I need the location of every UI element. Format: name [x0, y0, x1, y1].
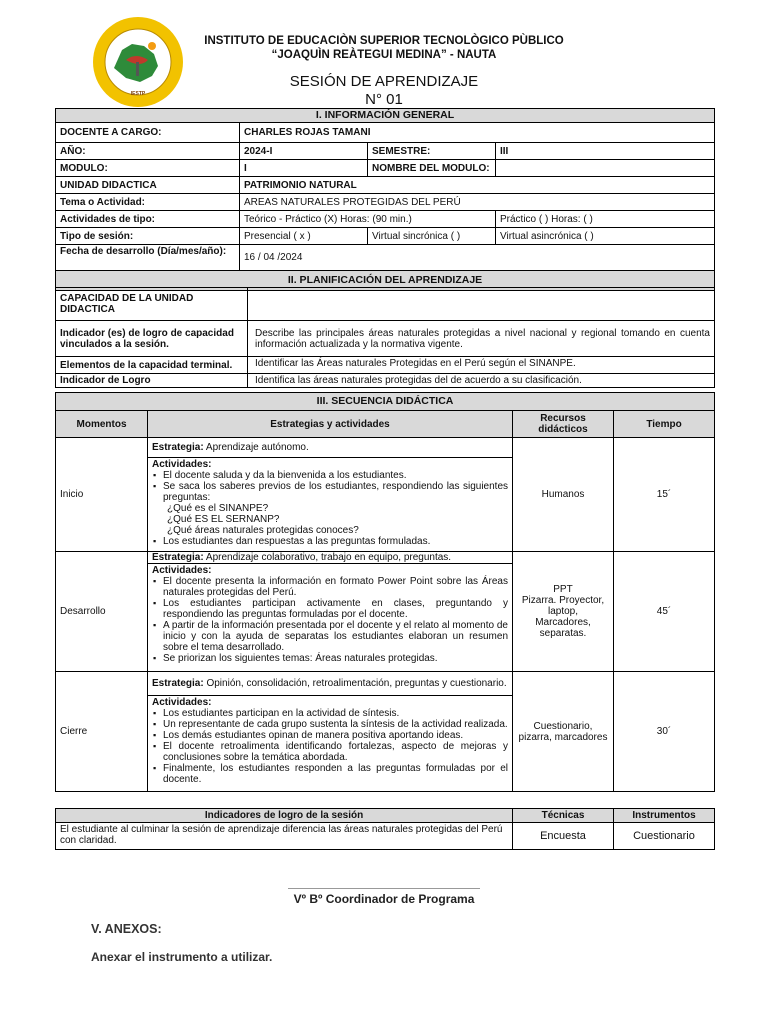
tecnica-value: Encuesta — [513, 823, 614, 850]
unidad-label: UNIDAD DIDACTICA — [56, 177, 240, 194]
docente-value: CHARLES ROJAS TAMANI — [240, 123, 715, 143]
semestre-label: SEMESTRE: — [368, 143, 496, 160]
col-instrumentos: Instrumentos — [614, 809, 715, 823]
capacidad-value — [248, 288, 715, 321]
list-item: ▪ El docente retroalimenta identificando fortalezas, aspecto de mejoras y conclusiones sobre la temática abordada. — [163, 741, 508, 763]
inicio-actividades: Actividades: ▪ El docente saluda y da la bienvenida a los estudiantes. ▪ Se saca los saberes previos de los estudiantes, respondiendo las siguientes preguntas: ¿Qué es el SINANPE? ¿Qué ES EL SERNANP? ¿Qué áreas naturales protegidas conoces? ▪ Los estudiantes dan respuestas a las preguntas formuladas. — [148, 458, 513, 552]
indicador-capacidad-label: Indicador (es) de logro de capacidad vinculados a la sesión. — [56, 321, 248, 357]
fecha-label: Fecha de desarrollo (Día/mes/año): — [56, 245, 240, 271]
secuencia-table — [55, 392, 715, 792]
list-item: ▪ Los estudiantes participan activamente en clases, preguntando y respondiendo las preguntas formuladas por el docente. — [163, 598, 508, 620]
tema-label: Tema o Actividad: — [56, 194, 240, 211]
section-general-info-header: I. INFORMACIÓN GENERAL — [56, 109, 715, 123]
desarrollo-actividades: Actividades: ▪ El docente presenta la información en formato Power Point sobre las Áreas naturales protegidas del Perú. ▪ Los estudiantes participan activamente en clases, preguntando y respondiendo las preguntas formuladas por el docente. ▪ A partir de la información presentada por el docente y el relato al momento de inicio y con la ayuda de separatas los estudiantes elaboran un resumen sobre el tema desarrollado. ▪ Se priorizan los siguientes temas: Áreas naturales protegidas. — [148, 564, 513, 672]
anio-label: AÑO: — [56, 143, 240, 160]
tipo-sesion-label: Tipo de sesión: — [56, 228, 240, 245]
momento-cierre: Cierre — [56, 672, 148, 792]
desarrollo-estrategia: Estrategia: Aprendizaje colaborativo, trabajo en equipo, preguntas. — [148, 552, 513, 564]
session-number: N° 01 — [365, 91, 403, 108]
elementos-value: Identificar las Áreas naturales Protegidas en el Perú según el SINANPE. — [248, 357, 715, 374]
docente-label: DOCENTE A CARGO: — [56, 123, 240, 143]
momento-desarrollo: Desarrollo — [56, 552, 148, 672]
inicio-estrategia: Estrategia: Aprendizaje autónomo. — [148, 438, 513, 458]
teorico-value: Teórico - Práctico (X) Horas: (90 min.) — [240, 211, 496, 228]
desarrollo-recursos: PPT Pizarra. Proyector, laptop, Marcadores, separatas. — [513, 552, 614, 672]
section-planificacion-header: II. PLANIFICACIÓN DEL APRENDIZAJE — [56, 271, 715, 291]
anexos-text: Anexar el instrumento a utilizar. — [91, 950, 273, 964]
presencial-value: Presencial ( x ) — [240, 228, 368, 245]
pregunta: ¿Qué áreas naturales protegidas conoces? — [167, 525, 359, 536]
list-item: ▪ Un representante de cada grupo sustenta la síntesis de la actividad realizada. — [163, 719, 508, 730]
col-tecnicas: Técnicas — [513, 809, 614, 823]
indicador-logro-sesion: El estudiante al culminar la sesión de aprendizaje diferencia las áreas naturales protegidas del Perú con claridad. — [56, 823, 513, 850]
actividades-label: Actividades de tipo: — [56, 211, 240, 228]
list-item: ▪ El docente saluda y da la bienvenida a los estudiantes. — [163, 470, 508, 481]
virtual-asincronica-value: Virtual asincrónica ( ) — [496, 228, 715, 245]
col-recursos: Recursos didácticos — [513, 411, 614, 438]
momento-inicio: Inicio — [56, 438, 148, 552]
indicador-logro-value: Identifica las áreas naturales protegidas del de acuerdo a su clasificación. — [248, 374, 715, 388]
elementos-label: Elementos de la capacidad terminal. — [56, 357, 248, 374]
tema-value: AREAS NATURALES PROTEGIDAS DEL PERÚ — [240, 194, 715, 211]
list-item: ▪ Se saca los saberes previos de los estudiantes, respondiendo las siguientes preguntas: — [163, 481, 508, 503]
section-secuencia-header: III. SECUENCIA DIDÁCTICA — [56, 393, 715, 411]
anexos-title: V. ANEXOS: — [91, 922, 162, 936]
modulo-value: I — [240, 160, 368, 177]
pregunta: ¿Qué ES EL SERNANP? — [167, 514, 280, 525]
indicador-capacidad-value: Describe las principales áreas naturales protegidas a nivel nacional y regional tomando en cuenta información actualizada y la normativa vigente. — [248, 321, 715, 357]
semestre-value: III — [496, 143, 715, 160]
cierre-tiempo: 30´ — [614, 672, 715, 792]
svg-text:IESTP: IESTP — [130, 91, 146, 97]
cierre-estrategia: Estrategia: Opinión, consolidación, retroalimentación, preguntas y cuestionario. — [148, 672, 513, 696]
list-item: ▪ A partir de la información presentada por el docente y el relato al momento de inicio y con la ayuda de separatas los estudiantes elaboran un resumen sobre el tema desarrollado. — [163, 620, 508, 653]
firma-coordinador: Vº Bº Coordinador de Programa — [288, 888, 480, 906]
list-item: ▪ Los estudiantes dan respuestas a las preguntas formuladas. — [163, 536, 508, 547]
instrumento-value: Cuestionario — [614, 823, 715, 850]
institution-subtitle: “JOAQUÌN REÀTEGUI MEDINA” - NAUTA — [271, 49, 497, 61]
general-info-table — [55, 108, 715, 291]
inicio-recursos: Humanos — [513, 438, 614, 552]
evaluacion-table — [55, 808, 715, 850]
col-momentos: Momentos — [56, 411, 148, 438]
nombre-modulo-value — [496, 160, 715, 177]
col-indicadores-logro: Indicadores de logro de la sesión — [56, 809, 513, 823]
col-tiempo: Tiempo — [614, 411, 715, 438]
fecha-value: 16 / 04 /2024 — [240, 245, 715, 271]
virtual-sincronica-value: Virtual sincrónica ( ) — [368, 228, 496, 245]
page-title: SESIÓN DE APRENDIZAJE — [289, 73, 479, 90]
institution-logo — [92, 16, 184, 108]
anio-value: 2024-I — [240, 143, 368, 160]
list-item: ▪ Los demás estudiantes opinan de manera positiva aportando ideas. — [163, 730, 508, 741]
planificacion-table — [55, 287, 715, 388]
desarrollo-tiempo: 45´ — [614, 552, 715, 672]
list-item: ▪ Los estudiantes participan en la actividad de síntesis. — [163, 708, 508, 719]
col-estrategias: Estrategias y actividades — [148, 411, 513, 438]
institution-name: INSTITUTO DE EDUCACIÒN SUPERIOR TECNOLÒGICO PÙBLICO — [204, 35, 564, 47]
capacidad-label: CAPACIDAD DE LA UNIDAD DIDACTICA — [56, 288, 248, 321]
nombre-modulo-label: NOMBRE DEL MODULO: — [368, 160, 496, 177]
practico-value: Práctico ( ) Horas: ( ) — [496, 211, 715, 228]
inicio-tiempo: 15´ — [614, 438, 715, 552]
cierre-actividades: Actividades: ▪ Los estudiantes participan en la actividad de síntesis. ▪ Un representante de cada grupo sustenta la síntesis de la actividad realizada. ▪ Los demás estudiantes opinan de manera positiva aportando ideas. ▪ El docente retroalimenta identificando fortalezas, aspecto de mejoras y conclusiones sobre la temática abordada. ▪ Finalmente, los estudiantes responden a las preguntas formuladas por el docente. — [148, 696, 513, 792]
pregunta: ¿Qué es el SINANPE? — [167, 503, 269, 514]
modulo-label: MODULO: — [56, 160, 240, 177]
unidad-value: PATRIMONIO NATURAL — [240, 177, 715, 194]
list-item: ▪ Se priorizan los siguientes temas: Áreas naturales protegidas. — [163, 653, 508, 664]
cierre-recursos: Cuestionario, pizarra, marcadores — [513, 672, 614, 792]
list-item: ▪ Finalmente, los estudiantes responden a las preguntas formuladas por el docente. — [163, 763, 508, 785]
indicador-logro-label: Indicador de Logro — [56, 374, 248, 388]
list-item: ▪ El docente presenta la información en formato Power Point sobre las Áreas naturales protegidas del Perú. — [163, 576, 508, 598]
